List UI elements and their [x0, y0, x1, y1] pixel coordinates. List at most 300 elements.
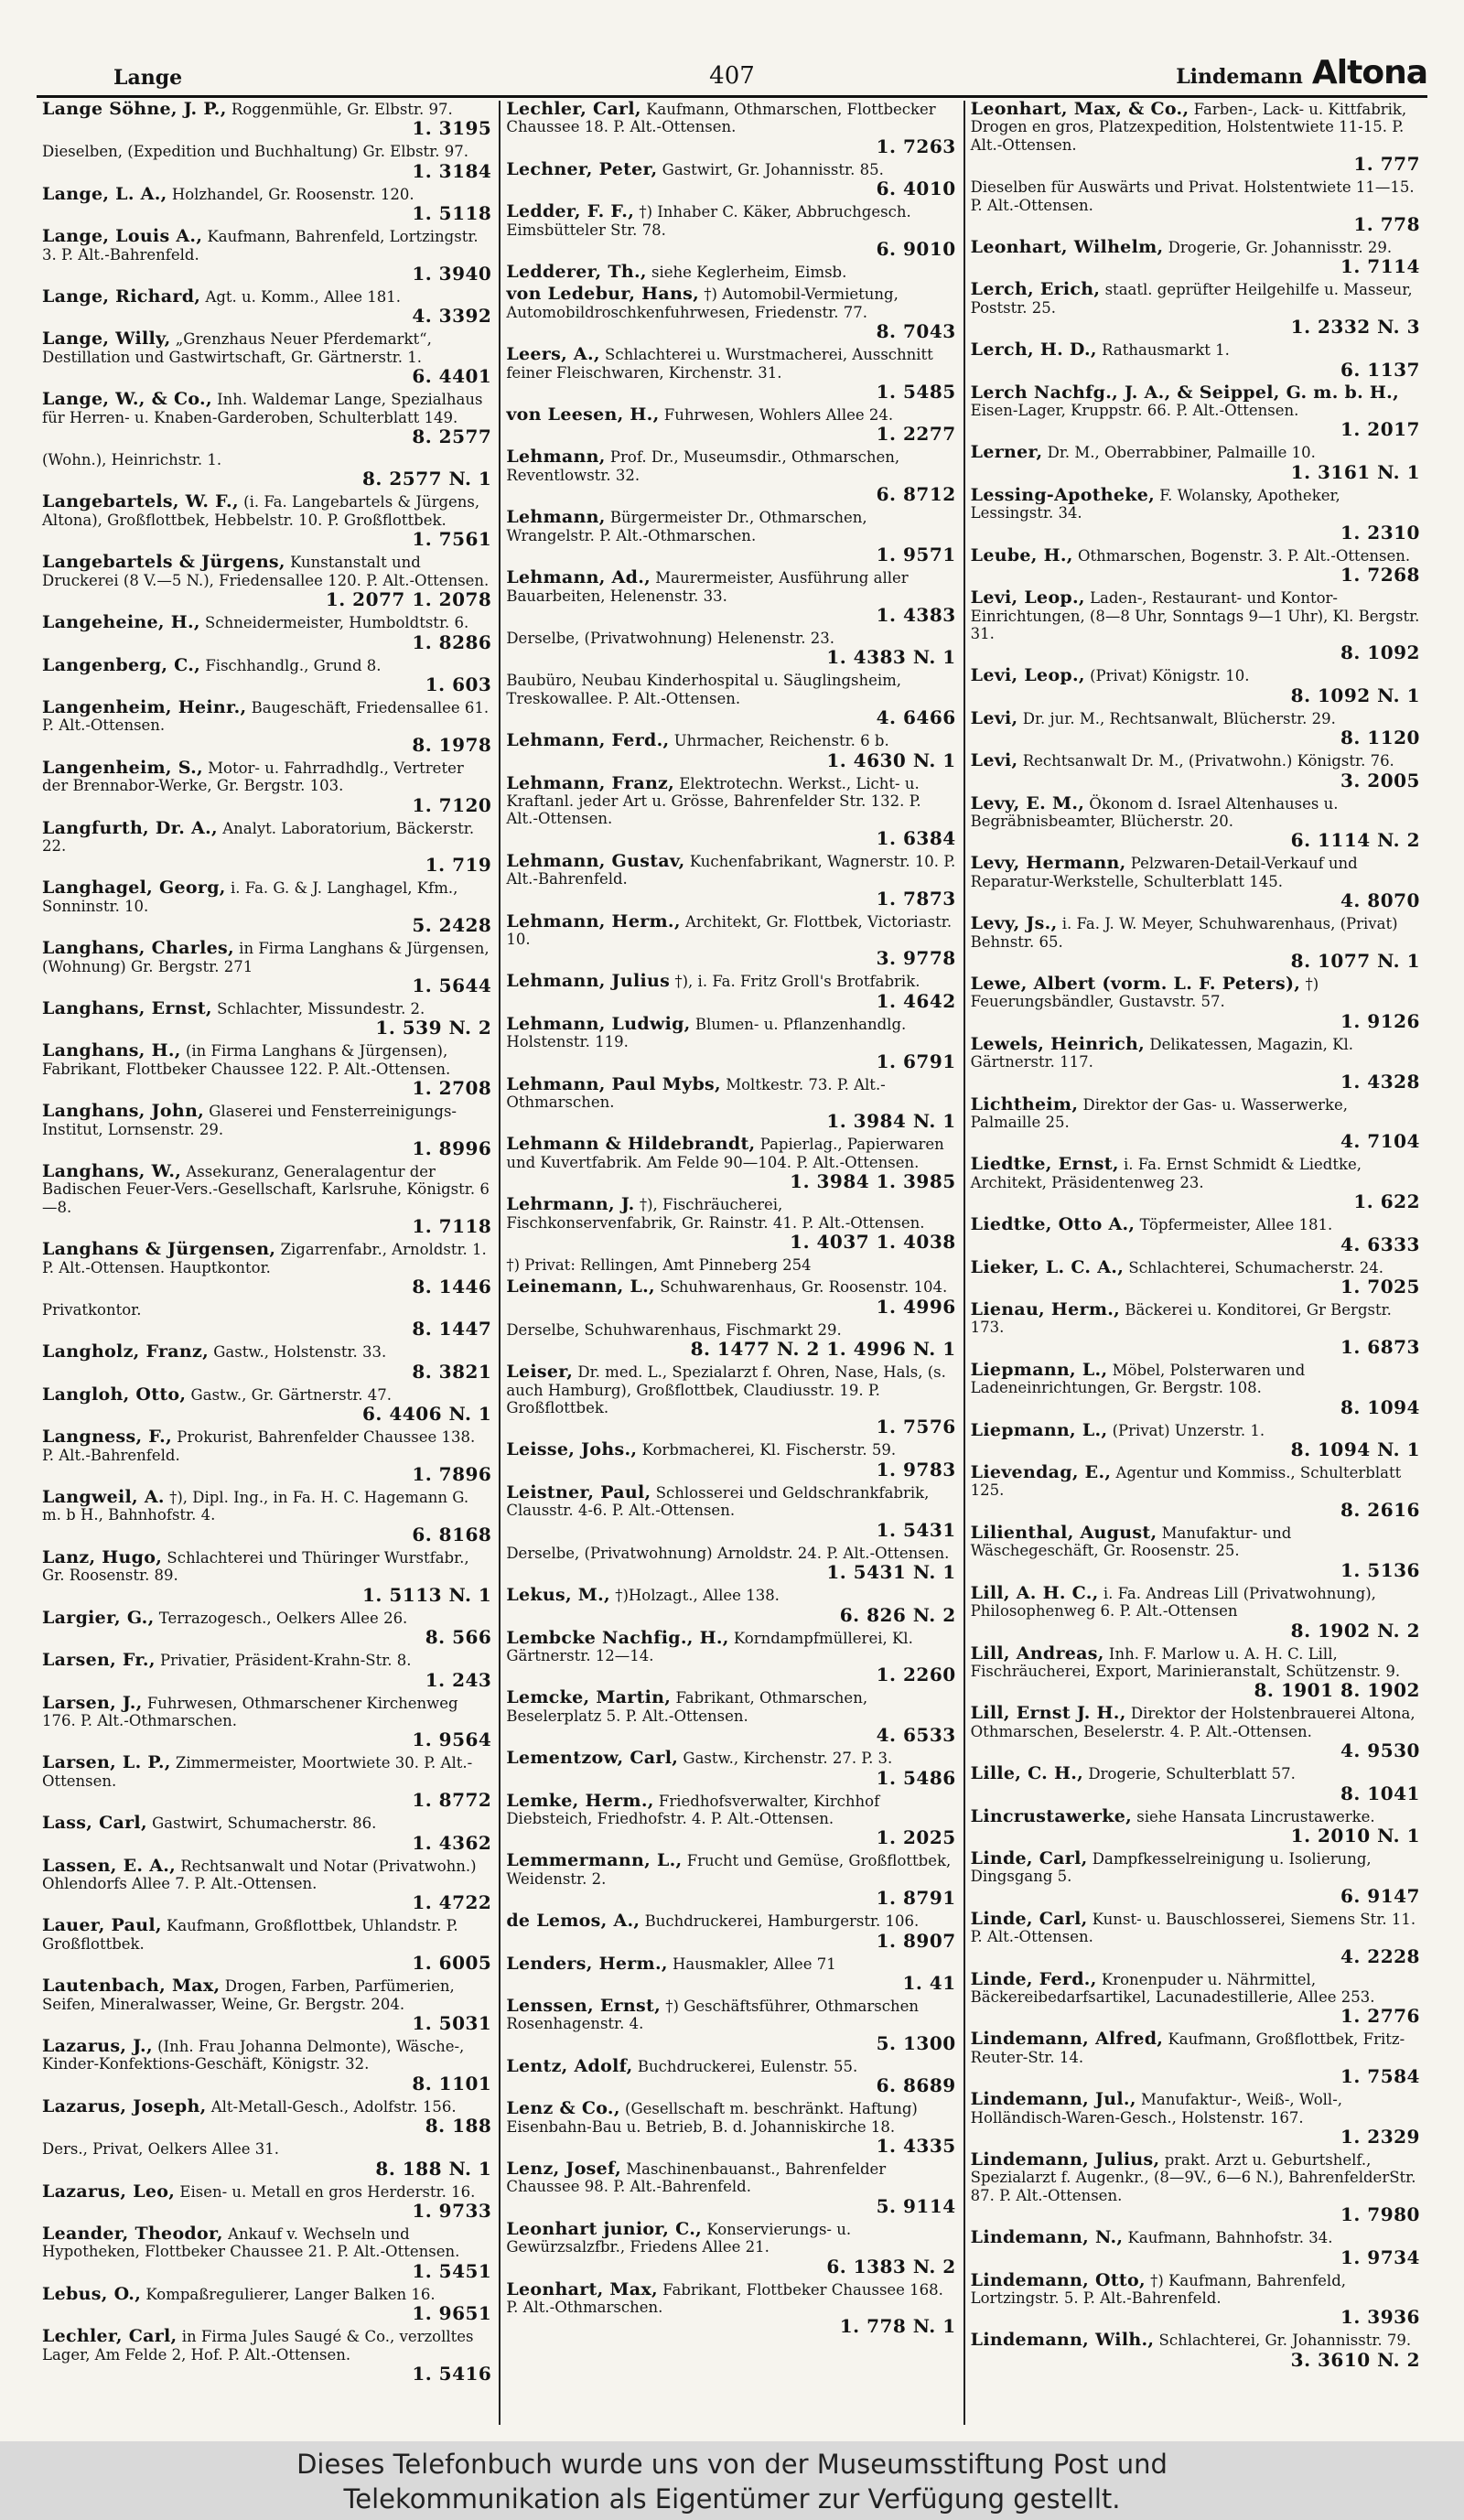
- directory-entry: [971, 855, 1420, 910]
- directory-entry: [42, 879, 491, 935]
- directory-entry: [971, 915, 1420, 971]
- entry-details: in Firma Jules Saugé & Co., verzolltes Lager, Am Felde 2, Hof. P. Alt.-Ottensen.: [42, 2328, 474, 2364]
- phone-number: 1. 3984 1. 3985: [790, 1170, 956, 1193]
- entry-name: Lehrmann, J.: [506, 1194, 635, 1215]
- header-left-keyword: Lange: [113, 66, 183, 90]
- entry-details: Maurermeister, Ausführung aller Bauarbeiten, Helenenstr. 33.: [506, 569, 909, 605]
- directory-entry: [506, 203, 955, 259]
- entry-name: Lenz & Co.,: [506, 2098, 620, 2119]
- entry-details: Delikatessen, Magazin, Kl. Gärtnerstr. 117.: [970, 1035, 1354, 1072]
- entry-name: Lincrustawerke,: [970, 1805, 1133, 1826]
- entry-name: Levi, Leop.,: [970, 587, 1085, 608]
- entry-details: Motor- u. Fahrradhdlg., Vertreter der Brennabor-Werke, Gr. Bergstr. 103.: [42, 759, 464, 795]
- entry-details: Kaufmann, Bahnhofstr. 34.: [1127, 2229, 1333, 2247]
- entry-details: Korbmacherei, Kl. Fischerstr. 59.: [641, 1441, 897, 1459]
- entry-details: Agt. u. Komm., Allee 181.: [205, 288, 401, 307]
- entry-name: Leander, Theodor,: [42, 2224, 223, 2244]
- phone-number: 8. 1446: [412, 1276, 492, 1298]
- phone-number: 1. 8286: [412, 630, 492, 653]
- directory-entry: [42, 1343, 491, 1381]
- entry-name: Lementzow, Carl,: [506, 1748, 679, 1769]
- entry-details: Kuchenfabrikant, Wagnerstr. 10. P. Alt.-Bahrenfeld.: [506, 852, 956, 888]
- phone-number: 1. 2310: [1340, 521, 1420, 544]
- phone-number: 6. 9010: [876, 238, 956, 261]
- entry-name: Liedtke, Ernst,: [970, 1154, 1119, 1175]
- phone-number: 1. 4383: [876, 603, 956, 626]
- phone-number: 1. 4630 N. 1: [826, 748, 956, 771]
- phone-number: 1. 5113 N. 1: [362, 1583, 492, 1606]
- phone-number: 1. 4722: [412, 1891, 492, 1914]
- phone-number: 1. 4328: [1340, 1070, 1420, 1093]
- entry-details: Othmarschen, Bogenstr. 3. P. Alt.-Ottensen.: [1077, 546, 1411, 565]
- entry-name: Lechler, Carl,: [42, 2326, 178, 2347]
- entry-details: Privatkontor.: [42, 1301, 142, 1319]
- phone-number: 1. 9734: [1340, 2245, 1420, 2268]
- page-header: [37, 44, 1427, 98]
- phone-number: 3. 2005: [1340, 769, 1420, 792]
- directory-entry: [970, 1805, 1420, 1847]
- directory-entry: [971, 2151, 1420, 2224]
- phone-number: 1. 2329: [1340, 2126, 1420, 2148]
- entry-details: Buchdruckerei, Eulenstr. 55.: [637, 2057, 858, 2075]
- entry-name: Lill, A. H. C.,: [970, 1582, 1099, 1603]
- phone-number: 4. 6533: [876, 1724, 956, 1747]
- phone-number: 1. 5644: [412, 974, 492, 996]
- entry-name: Lazarus, Leo,: [42, 2181, 176, 2202]
- phone-number: 1. 777: [1353, 153, 1420, 176]
- directory-entry: [506, 1013, 956, 1072]
- directory-entry: [42, 1692, 492, 1751]
- entry-name: Larsen, L. P.,: [42, 1752, 171, 1773]
- directory-entry: [42, 2183, 491, 2221]
- phone-number: 4. 8070: [1340, 889, 1420, 912]
- entry-name: Lerch, H. D.,: [970, 339, 1097, 361]
- directory-entry: [971, 1765, 1420, 1803]
- entry-name: Lange, L. A.,: [42, 183, 167, 204]
- entry-name: Langebartels, W. F.,: [42, 491, 239, 512]
- phone-number: 6. 826 N. 2: [839, 1603, 956, 1626]
- entry-name: Lange, Willy,: [42, 328, 171, 350]
- phone-number: 1. 9571: [876, 544, 956, 566]
- entry-details: Drogerie, Schulterblatt 57.: [1088, 1765, 1296, 1783]
- directory-entry: [971, 2091, 1420, 2147]
- entry-details: Kunstanstalt und Druckerei (8 V.—5 N.), Friedensallee 120. P. Alt.-Ottensen.: [42, 554, 490, 589]
- phone-number: 1. 6384: [876, 826, 956, 849]
- entry-details: Maschinenbauanst., Bahrenfelder Chaussee 98. P. Alt.-Bahrenfeld.: [506, 2160, 887, 2196]
- phone-number: 5. 1300: [876, 2031, 956, 2054]
- entry-details: Kaufmann, Othmarschen, Flottbecker Chaussee 18. P. Alt.-Ottensen.: [506, 101, 936, 136]
- phone-number: 1. 7268: [1340, 564, 1420, 587]
- phone-number: 1. 6005: [412, 1952, 492, 1975]
- phone-number: 8. 1477 N. 2 1. 4996 N. 1: [690, 1338, 956, 1361]
- entry-details: †), Dipl. Ing., in Fa. H. C. Hagemann G. m. b H., Bahnhofstr. 4.: [42, 1489, 469, 1524]
- entry-name: Leers, A.,: [506, 344, 600, 365]
- phone-number: 4. 9530: [1340, 1739, 1420, 1762]
- entry-name: Levi,: [970, 707, 1018, 728]
- entry-name: Leiser,: [506, 1362, 574, 1383]
- directory-entry: [506, 406, 955, 444]
- phone-number: 4. 3392: [412, 305, 492, 328]
- entry-name: Langness, F.,: [42, 1427, 173, 1448]
- entry-details: Pelzwaren-Detail-Verkauf und Reparatur-Werkstelle, Schulterblatt 145.: [970, 855, 1358, 890]
- entry-details: in Firma Langhans & Jürgensen, (Wohnung) Gr. Bergstr. 271: [42, 940, 490, 975]
- entry-name: Lembcke Nachfig., H.,: [506, 1627, 729, 1648]
- phone-number: 4. 6333: [1340, 1233, 1420, 1255]
- directory-entry: [506, 1073, 956, 1133]
- entry-details: i. Fa. Ernst Schmidt & Liedtke, Architekt, Präsidentenweg 23.: [970, 1156, 1362, 1191]
- entry-name: Langloh, Otto,: [42, 1384, 187, 1405]
- entry-name: Lill, Ernst J. H.,: [970, 1703, 1126, 1724]
- entry-details: Ders., Privat, Oelkers Allee 31.: [42, 2140, 280, 2159]
- entry-name: de Lemos, A.,: [506, 1911, 640, 1932]
- directory-entry: [506, 1627, 956, 1686]
- column-1: [37, 101, 499, 2425]
- directory-entry: [42, 1607, 492, 1649]
- entry-details: Rathausmarkt 1.: [1102, 341, 1230, 360]
- entry-details: †)Holzagt., Allee 138.: [615, 1587, 780, 1605]
- entry-details: Prokurist, Bahrenfelder Chaussee 138. P. Alt.-Bahrenfeld.: [42, 1428, 476, 1464]
- phone-number: 8. 7043: [876, 320, 956, 343]
- entry-name: Lazarus, J.,: [42, 2035, 153, 2056]
- phone-number: 8. 2577: [412, 425, 492, 448]
- entry-name: Lechler, Carl,: [506, 101, 641, 119]
- entry-name: Lauer, Paul,: [42, 1915, 162, 1936]
- entry-details: i. Fa. J. W. Meyer, Schuhwarenhaus, (Privat) Behnstr. 65.: [970, 915, 1398, 951]
- directory-entry: [42, 817, 492, 877]
- directory-entry: [506, 1441, 955, 1479]
- directory-entry: [42, 1428, 491, 1484]
- entry-name: Lindemann, Jul.,: [970, 2089, 1136, 2110]
- entry-details: Kunst- u. Bauschlosserei, Siemens Str. 11. P. Alt.-Ottensen.: [970, 1910, 1416, 1946]
- entry-name: Lenz, Josef,: [506, 2159, 622, 2179]
- entry-name: Lass, Carl,: [42, 1813, 147, 1834]
- entry-details: Schlachterei, Gr. Johannisstr. 79.: [1158, 2332, 1412, 2350]
- phone-number: 1. 603: [425, 673, 492, 695]
- entry-details: Schlosserei und Geldschrankfabrik, Clausstr. 4-6. P. Alt.-Ottensen.: [506, 1483, 930, 1520]
- entry-details: Glaserei und Fensterreinigungs-Institut, Lornsenstr. 29.: [42, 1103, 457, 1138]
- entry-details: Schlachterei, Schumacherstr. 24.: [1128, 1258, 1384, 1276]
- entry-details: Eisen-Lager, Kruppstr. 66. P. Alt.-Ottensen.: [970, 402, 1299, 420]
- directory-entry: [970, 1582, 1420, 1642]
- entry-name: Langenheim, S.,: [42, 757, 203, 778]
- directory-entry: [506, 1545, 955, 1582]
- entry-details: †) Feuerungsbändler, Gustavstr. 57.: [970, 975, 1319, 1011]
- phone-number: 1. 2010 N. 1: [1290, 1824, 1420, 1847]
- phone-number: 1. 4642: [876, 989, 956, 1012]
- directory-entry: [42, 288, 491, 326]
- directory-entry: [42, 228, 491, 284]
- phone-number: 8. 188 N. 1: [375, 2157, 492, 2180]
- directory-entry: [506, 1587, 955, 1624]
- phone-number: 6. 4406 N. 1: [362, 1403, 492, 1426]
- entry-details: Agentur und Kommiss., Schulterblatt 125.: [970, 1464, 1402, 1500]
- entry-name: Levi,: [970, 750, 1018, 771]
- entry-name: Ledderer, Th.,: [506, 262, 647, 283]
- entry-name: Levy, Hermann,: [970, 853, 1126, 874]
- entry-name: Langholz, Franz,: [42, 1341, 209, 1362]
- directory-entry: [506, 1278, 955, 1316]
- entry-details: (in Firma Langhans & Jürgensen), Fabrikant, Flottbeker Chaussee 122. P. Alt.-Ottensen.: [42, 1042, 451, 1078]
- entry-name: Langhagel, Georg,: [42, 878, 226, 899]
- entry-name: Langhans, John,: [42, 1101, 205, 1122]
- entry-name: Lindemann, Otto,: [970, 2269, 1146, 2290]
- entry-name: Lanz, Hugo,: [42, 1546, 163, 1567]
- phone-number: 6. 8689: [876, 2074, 956, 2097]
- entry-name: Larsen, Fr.,: [42, 1650, 156, 1671]
- directory-entry: [971, 384, 1420, 440]
- entry-name: von Leesen, H.,: [506, 404, 660, 425]
- entry-details: Kaufmann, Großflottbek, Uhlandstr. P. Großflottbek.: [42, 1917, 458, 1953]
- entry-name: Langhans, H.,: [42, 1040, 181, 1061]
- entry-details: Farben-, Lack- u. Kittfabrik, Drogen en gros, Platzexpedition, Holstentwiete 11-15. P. Alt.-Ottensen.: [970, 101, 1407, 154]
- entry-name: Leinemann, L.,: [506, 1276, 655, 1298]
- phone-number: 1. 4383 N. 1: [826, 646, 956, 669]
- directory-entry: [42, 1917, 491, 1973]
- entry-details: †) Kaufmann, Bahrenfeld, Lortzingstr. 5. P. Alt.-Bahrenfeld.: [970, 2271, 1347, 2308]
- phone-number: 1. 7120: [412, 793, 492, 816]
- phone-number: 1. 9651: [412, 2302, 492, 2325]
- phone-number: 1. 7980: [1340, 2203, 1420, 2226]
- phone-number: 1. 622: [1353, 1190, 1420, 1213]
- directory-entry: [42, 2035, 492, 2095]
- phone-number: 6. 9147: [1340, 1884, 1420, 1907]
- entry-details: Laden-, Restaurant- und Kontor-Einrichtungen, (8—8 Uhr, Sonntags 9—1 Uhr), Kl. Bergstr. 31.: [970, 589, 1420, 642]
- directory-entry: [506, 672, 955, 727]
- directory-entry: [970, 1093, 1420, 1153]
- entry-details: (Privat) Königstr. 10.: [1090, 667, 1250, 685]
- directory-entry: [970, 1419, 1420, 1461]
- phone-number: 1. 2025: [876, 1826, 956, 1849]
- phone-number: 3. 3610 N. 2: [1290, 2348, 1420, 2371]
- entry-name: Lassen, E. A.,: [42, 1855, 177, 1876]
- entry-details: Gastwirt, Schumacherstr. 86.: [152, 1815, 377, 1833]
- directory-entry: [42, 1855, 492, 1914]
- column-2: [499, 101, 963, 2425]
- directory-entry: [506, 264, 955, 281]
- phone-number: 1. 7025: [1340, 1276, 1420, 1298]
- directory-entry: [506, 1196, 955, 1252]
- directory-entry: [506, 285, 955, 341]
- entry-details: Frucht und Gemüse, Großflottbek, Weidenstr. 2.: [506, 1852, 952, 1888]
- directory-entry: [506, 509, 955, 565]
- directory-entry: [970, 484, 1420, 544]
- entry-name: Ledder, F. F.,: [506, 201, 635, 222]
- directory-entry: [970, 544, 1420, 587]
- entry-details: Blumen- u. Pflanzenhandlg. Holstenstr. 119.: [506, 1015, 907, 1051]
- directory-entry: [42, 183, 492, 225]
- entry-name: Lehmann, Paul Mybs,: [506, 1073, 721, 1094]
- entry-details: (Gesellschaft m. beschränkt. Haftung) Eisenbahn-Bau u. Betrieb, B. d. Johanniskirche 18.: [506, 2100, 918, 2136]
- directory-entry: [42, 759, 491, 815]
- entry-details: Baubüro, Neubau Kinderhospital u. Säuglingsheim, Treskowallee. P. Alt.-Ottensen.: [506, 672, 902, 707]
- entry-details: (i. Fa. Langebartels & Jürgens, Altona), Großflottbek, Hebbelstr. 10. P. Großflottbek.: [42, 493, 480, 529]
- entry-details: Papierlag., Papierwaren und Kuvertfabrik. Am Felde 90—104. P. Alt.-Ottensen.: [506, 1136, 944, 1171]
- directory-entry: [970, 1256, 1420, 1298]
- phone-number: 8. 1094: [1340, 1395, 1420, 1418]
- directory-entry: [971, 1156, 1420, 1212]
- entry-name: Leonhart junior, C.,: [506, 2218, 703, 2239]
- directory-columns: [37, 101, 1427, 2425]
- entry-name: Linde, Carl,: [970, 1847, 1088, 1868]
- directory-entry: [971, 239, 1420, 276]
- entry-name: Lehmann, Herm.,: [506, 910, 681, 932]
- entry-name: Lange, Richard,: [42, 286, 201, 307]
- phone-number: 8. 1094 N. 1: [1290, 1438, 1420, 1461]
- phone-number: 5. 9114: [876, 2194, 956, 2217]
- directory-entry: [42, 451, 491, 489]
- entry-name: Leistner, Paul,: [506, 1481, 651, 1502]
- entry-details: Rechtsanwalt und Notar (Privatwohn.) Ohlendorfs Allee 7. P. Alt.-Ottensen.: [42, 1857, 477, 1892]
- phone-number: 1. 8772: [412, 1789, 492, 1812]
- phone-number: 1. 8791: [876, 1887, 956, 1910]
- directory-entry: [42, 391, 491, 447]
- entry-name: Langhans, Ernst,: [42, 997, 212, 1018]
- entry-details: †), Fischräucherei, Fischkonservenfabrik, Gr. Rainstr. 41. P. Alt.-Ottensen.: [506, 1196, 925, 1232]
- entry-name: Lechner, Peter,: [506, 158, 658, 179]
- directory-entry: [971, 975, 1420, 1031]
- phone-number: 8. 1077 N. 1: [1290, 949, 1420, 972]
- entry-name: Liepmann, L.,: [970, 1359, 1108, 1380]
- entry-name: Lerch Nachfg., J. A., & Seippel, G. m. b. H.,: [970, 382, 1400, 403]
- entry-details: Inh. Waldemar Lange, Spezialhaus für Herren- u. Knaben-Garderoben, Schulterblatt 149.: [42, 391, 483, 426]
- phone-number: 1. 4362: [412, 1831, 492, 1854]
- phone-number: 1. 2332 N. 3: [1290, 316, 1420, 339]
- phone-number: 1. 778: [1353, 213, 1420, 236]
- directory-entry: [971, 178, 1420, 234]
- entry-name: Levy, E. M.,: [970, 792, 1085, 813]
- directory-entry: [970, 1847, 1420, 1907]
- entry-details: Rechtsanwalt Dr. M., (Privatwohn.) Königstr. 76.: [1022, 752, 1394, 770]
- directory-entry: [42, 2328, 491, 2384]
- entry-details: Bäckerei u. Konditorei, Gr Bergstr. 173.: [970, 1301, 1392, 1337]
- entry-details: Schlachterei u. Wurstmacherei, Ausschnitt feiner Fleischwaren, Kirchenstr. 31.: [506, 346, 933, 382]
- entry-details: Direktor der Gas- u. Wasserwerke, Palmaille 25.: [970, 1095, 1348, 1131]
- directory-entry: [42, 2095, 492, 2138]
- entry-details: Schlachter, Missundestr. 2.: [217, 999, 425, 1018]
- directory-entry: [506, 1363, 955, 1437]
- entry-name: Liepmann, L.,: [970, 1419, 1108, 1440]
- directory-entry: [970, 1359, 1420, 1418]
- directory-entry: [506, 732, 955, 770]
- entry-name: Lehmann,: [506, 507, 606, 528]
- phone-number: 6. 4010: [876, 178, 956, 200]
- directory-entry: [971, 101, 1420, 174]
- entry-details: Fuhrwesen, Othmarschener Kirchenweg 176. P. Alt.-Othmarschen.: [42, 1694, 458, 1729]
- directory-entry: [506, 346, 955, 402]
- directory-entry: [971, 667, 1420, 705]
- directory-entry: [971, 341, 1420, 379]
- entry-name: Lehmann, Ad.,: [506, 567, 651, 588]
- entry-details: Elektrotechn. Werkst., Licht- u. Kraftanl. jeder Art u. Grösse, Bahrenfelder Str. 132. P. Alt.-Ottensen.: [506, 774, 921, 828]
- phone-number: 1. 539 N. 2: [375, 1017, 492, 1039]
- entry-name: Lange, W., & Co.,: [42, 389, 212, 410]
- entry-name: Leonhart, Max, & Co.,: [970, 101, 1190, 119]
- entry-details: Assekuranz, Generalagentur der Badischen Feuer-Vers.-Gesellschaft, Karlsruhe, Königstr. 6—8.: [42, 1163, 490, 1216]
- phone-number: 1. 4335: [876, 2135, 956, 2157]
- phone-number: 1. 41: [902, 1971, 956, 1994]
- directory-entry: [506, 448, 955, 504]
- entry-details: Friedhofsverwalter, Kirchhof Diebsteich, Friedhofstr. 4. P. Alt.-Ottensen.: [506, 1792, 880, 1827]
- directory-entry: [506, 2160, 955, 2216]
- entry-name: Langhans & Jürgensen,: [42, 1239, 276, 1260]
- entry-name: Largier, G.,: [42, 1607, 155, 1628]
- entry-name: Lange, Louis A.,: [42, 226, 203, 247]
- entry-details: Zimmermeister, Moortwiete 30. P. Alt.-Ottensen.: [42, 1754, 473, 1790]
- entry-details: †), i. Fa. Fritz Groll's Brotfabrik.: [674, 973, 920, 991]
- entry-details: Alt-Metall-Gesch., Adolfstr. 156.: [210, 2097, 457, 2116]
- entry-details: Privatier, Präsident-Krahn-Str. 8.: [160, 1652, 412, 1670]
- entry-details: (Wohn.), Heinrichstr. 1.: [42, 451, 222, 469]
- directory-entry: [971, 444, 1420, 481]
- directory-entry: [506, 1750, 955, 1787]
- directory-entry: [506, 1689, 955, 1745]
- directory-entry: [971, 1705, 1420, 1761]
- phone-number: 6. 1137: [1340, 358, 1420, 381]
- directory-entry: [506, 2100, 955, 2156]
- entry-name: Lebus, O.,: [42, 2283, 142, 2304]
- entry-details: Derselbe, (Privatwohnung) Helenenstr. 23.: [506, 629, 834, 647]
- entry-name: Lenssen, Ernst,: [506, 1995, 662, 2016]
- directory-entry: [42, 997, 492, 1039]
- phone-number: 8. 1447: [412, 1318, 492, 1341]
- directory-entry: [506, 1256, 955, 1274]
- directory-entry: [971, 1301, 1420, 1357]
- directory-entry: [506, 2278, 956, 2338]
- phone-number: 1. 5031: [412, 2011, 492, 2034]
- phone-number: 1. 7114: [1340, 255, 1420, 278]
- entry-details: „Grenzhaus Neuer Pferdemarkt“, Destillation und Gastwirtschaft, Gr. Gärtnerstr. 1.: [42, 330, 432, 366]
- entry-name: Lehmann,: [506, 447, 606, 468]
- phone-number: 1. 2708: [412, 1077, 492, 1100]
- entry-details: Derselbe, Schuhwarenhaus, Fischmarkt 29.: [506, 1320, 842, 1339]
- entry-details: siehe Hansata Lincrustawerke.: [1136, 1807, 1375, 1825]
- entry-details: Architekt, Gr. Flottbek, Victoriastr. 10.: [506, 912, 953, 948]
- entry-details: Schuhwarenhaus, Gr. Roosenstr. 104.: [660, 1278, 948, 1297]
- entry-details: i. Fa. G. & J. Langhagel, Kfm., Sonninstr. 10.: [42, 879, 458, 915]
- directory-entry: [42, 2140, 491, 2178]
- entry-name: Lindemann, Wilh.,: [970, 2330, 1155, 2351]
- entry-details: Ankauf v. Wechseln und Hypotheken, Flottbeker Chaussee 21. P. Alt.-Ottensen.: [42, 2225, 460, 2261]
- directory-entry: [506, 910, 956, 970]
- entry-name: Leonhart, Wilhelm,: [970, 237, 1164, 258]
- entry-name: Lilienthal, August,: [970, 1522, 1157, 1543]
- phone-number: 1. 719: [425, 854, 492, 877]
- directory-entry: [506, 1852, 955, 1908]
- entry-name: Lindemann, Alfred,: [970, 2029, 1164, 2050]
- phone-number: 8. 1902 N. 2: [1290, 1619, 1420, 1642]
- entry-name: Lerch, Erich,: [970, 279, 1101, 300]
- phone-number: 1. 9564: [412, 1728, 492, 1751]
- entry-name: Lindemann, Julius,: [970, 2149, 1160, 2170]
- phone-number: 4. 6466: [876, 706, 956, 729]
- entry-name: Lazarus, Joseph,: [42, 2095, 207, 2116]
- entry-details: Dr. M., Oberrabbiner, Palmaille 10.: [1047, 444, 1316, 462]
- entry-details: Direktor der Holstenbrauerei Altona, Othmarschen, Beselerstr. 4. P. Alt.-Ottensen.: [970, 1705, 1416, 1740]
- phone-number: 8. 1901 8. 1902: [1254, 1679, 1420, 1702]
- directory-entry: [42, 614, 491, 652]
- directory-entry: [42, 330, 491, 386]
- phone-number: 1. 3195: [412, 117, 492, 140]
- directory-entry: [42, 1241, 491, 1297]
- phone-number: 1. 3161 N. 1: [1290, 460, 1420, 483]
- entry-details: †) Privat: Rellingen, Amt Pinneberg 254: [506, 1256, 812, 1275]
- directory-entry: [506, 1912, 955, 1950]
- phone-number: 8. 566: [425, 1626, 492, 1649]
- phone-number: 1. 2260: [876, 1664, 956, 1686]
- entry-details: †) Automobil-Vermietung, Automobildroschkenfuhrwesen, Friedenstr. 77.: [506, 285, 899, 321]
- phone-number: 1. 8996: [412, 1137, 492, 1159]
- entry-name: Lindemann, N.,: [970, 2227, 1124, 2248]
